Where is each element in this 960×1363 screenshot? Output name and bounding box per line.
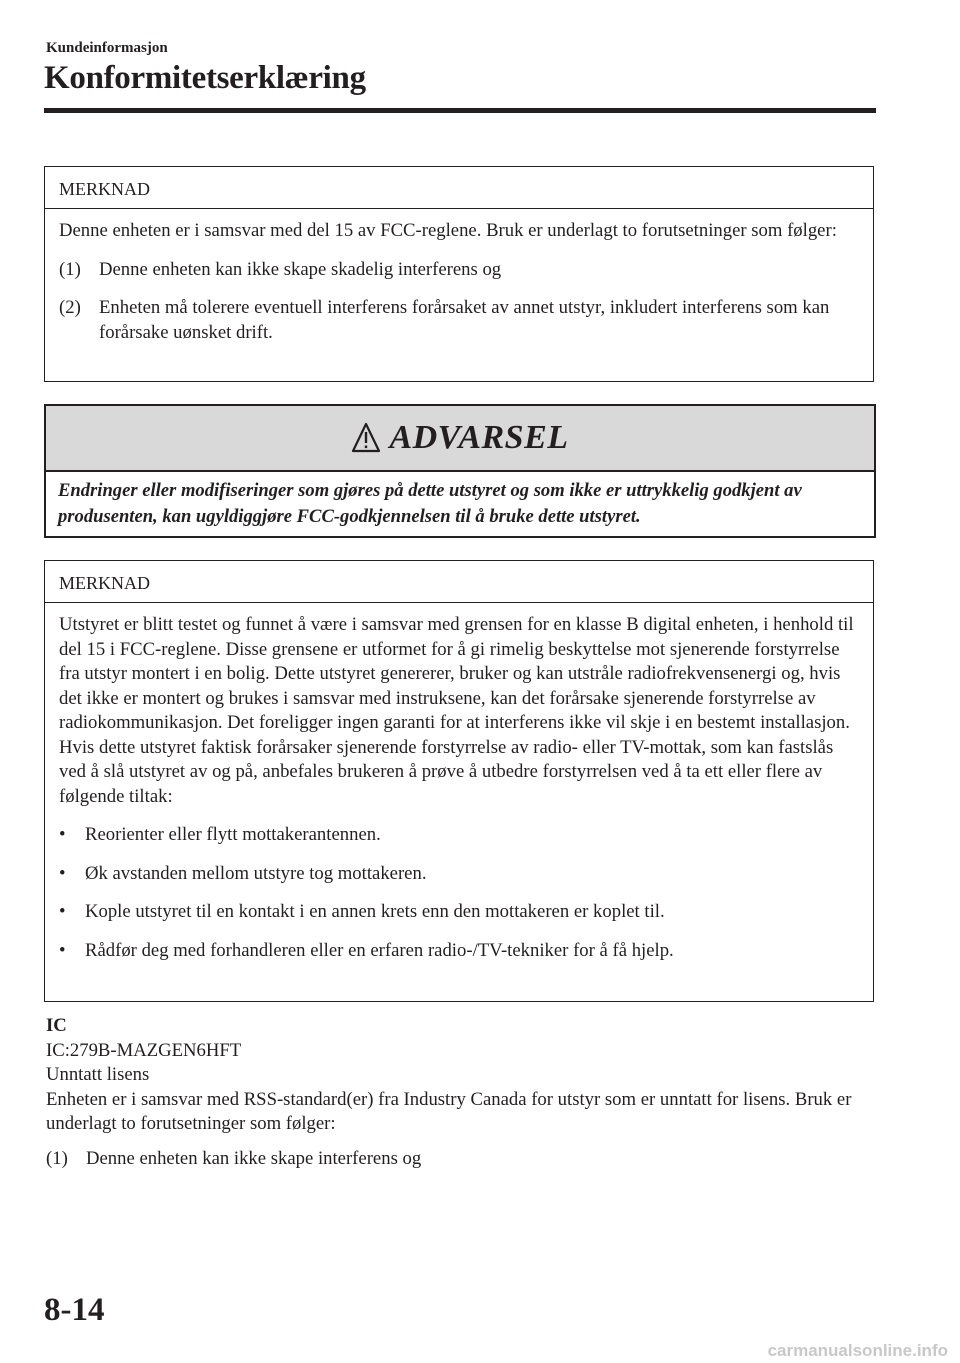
bullet-icon: • — [59, 939, 66, 961]
list-item — [59, 296, 859, 345]
title-rule — [44, 108, 876, 113]
page-title: Konformitetserklæring — [44, 60, 366, 96]
ic-heading: IC — [46, 1015, 67, 1036]
note-intro: Denne enheten er i samsvar med del 15 av FCC-reglene. Bruk er underlagt to forutsetninger som følger: — [59, 220, 837, 241]
warning-box — [44, 404, 876, 538]
warning-triangle-icon — [351, 421, 381, 455]
note-box-fcc — [44, 166, 874, 382]
list-item — [59, 862, 859, 887]
bullet-icon: • — [59, 901, 66, 922]
list-item — [59, 823, 859, 848]
ic-section — [46, 1014, 876, 1185]
page-number: 8-14 — [44, 1292, 105, 1328]
item-text: Enheten må tolerere eventuell interferens forårsaket av annet utstyr, inkludert interferens som kan forårsake uønsket drift. — [99, 297, 830, 343]
note-body — [45, 209, 873, 345]
item-text: Denne enheten kan ikke skape interferens og — [86, 1147, 422, 1169]
ic-code: IC:279B-MAZGEN6HFT — [46, 1039, 242, 1061]
item-number: (1) — [59, 258, 81, 280]
bullet-text: Kople utstyret til en kontakt i en annen krets enn den mottakeren er koplet til. — [85, 901, 665, 922]
warning-header — [46, 406, 874, 472]
bullet-text: Rådfør deg med forhandleren eller en erfaren radio-/TV-tekniker for å få hjelp. — [85, 939, 674, 961]
note-label: MERKNAD — [45, 167, 873, 209]
bullet-icon: • — [59, 824, 66, 845]
item-number: (1) — [46, 1147, 68, 1169]
note-body — [45, 603, 873, 963]
watermark: carmanualsonline.info — [767, 1341, 948, 1360]
item-text: Denne enheten kan ikke skape skadelig interferens og — [99, 258, 502, 280]
list-item — [46, 1147, 876, 1172]
ic-subheading: Unntatt lisens — [46, 1064, 150, 1085]
bullet-text: Øk avstanden mellom utstyre tog mottakeren. — [85, 862, 427, 884]
section-label: Kundeinformasjon — [46, 40, 168, 56]
note-box-class-b — [44, 560, 874, 1002]
list-item — [59, 939, 859, 964]
list-item — [59, 900, 859, 925]
bullet-text: Reorienter eller flytt mottakerantennen. — [85, 824, 381, 845]
warning-title: ADVARSEL — [389, 419, 569, 456]
list-item — [59, 258, 859, 283]
note-label: MERKNAD — [45, 561, 873, 603]
bullet-icon: • — [59, 862, 66, 884]
item-number: (2) — [59, 297, 81, 318]
warning-text: Endringer eller modifiseringer som gjøres på dette utstyret og som ikke er uttrykkelig godkjent av produsenten, kan ugyldiggjøre FCC-godkjennelsen til å bruke dette utstyret. — [58, 480, 802, 527]
ic-text: Enheten er i samsvar med RSS-standard(er) fra Industry Canada for utstyr som er unntatt for lisens. Bruk er underlagt to forutsetninger som følger: — [46, 1088, 852, 1134]
note-paragraph: Utstyret er blitt testet og funnet å være i samsvar med grensen for en klasse B digital enheten, i henhold til del 15 i FCC-reglene. Disse grensene er utformet for å gi rimelig beskyttelse mot sjenerende forstyrrelse fra utstyr montert i en bolig. Dette utstyret genererer, bruker og kan utstråle radiofrekvensenergi og, hvis det ikke er montert og brukes i samsvar med instruksene, kan det forårsake sjenerende forstyrrelse av radiokommunikasjon. Det foreligger ingen garanti for at interferens ikke vil skje i en bestemt installasjon. Hvis dette utstyret faktisk forårsaker sjenerende forstyrrelse av radio- eller TV-mottak, som kan fastslås ved å slå utstyret av og på, anbefales brukeren å prøve å utbedre forstyrrelsen ved å ta ett eller flere av følgende tiltak: — [59, 614, 854, 807]
